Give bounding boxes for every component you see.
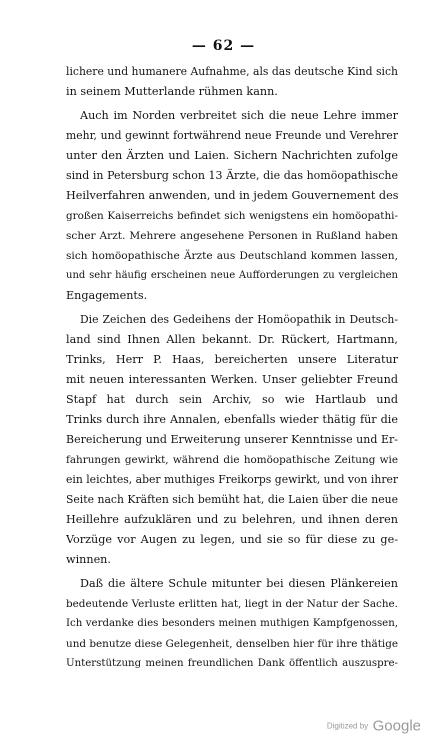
text-line: Heilverfahren anwenden, und in jedem Gouvernement des <box>66 189 398 202</box>
text-line: großen Kaiserreichs befindet sich wenigstens ein homöopathi- <box>66 210 398 222</box>
text-line: Trinks, Herr P. Haas, bereicherten unsere Literatur <box>66 353 398 366</box>
text-line: mehr, und gewinnt fortwährend neue Freunde und Verehrer <box>66 129 398 142</box>
text-line: sich homöopathische Ärzte aus Deutschland kommen lassen, <box>66 250 398 262</box>
text-line: Unterstützung meinen freundlichen Dank öffentlich auszuspre- <box>66 658 398 669</box>
text-line: Stapf hat durch sein Archiv, so wie Hartlaub und <box>66 393 398 406</box>
text-line: Trinks durch ihre Annalen, ebenfalls wieder thätig für die <box>66 413 398 426</box>
text-line: und sehr häufig erscheinen neue Aufforderungen zu vergleichen <box>66 270 398 281</box>
text-line: lichere und humanere Aufnahme, als das deutsche Kind sich <box>66 65 398 78</box>
text-line: Auch im Norden verbreitet sich die neue Lehre immer <box>80 109 398 122</box>
text-line: bedeutende Verluste erlitten hat, liegt in der Natur der Sache. <box>66 598 398 610</box>
watermark-prefix: Digitized by <box>326 721 369 731</box>
body-text <box>66 62 398 674</box>
text-line: Daß die ältere Schule mitunter bei diesen Plänkereien <box>80 577 398 590</box>
text-line: ein leichtes, aber muthiges Freikorps gewirkt, und von ihrer <box>66 473 398 486</box>
text-line: Heillehre aufzuklären und zu belehren, und ihnen deren <box>66 513 398 526</box>
text-line: Seite nach Kräften sich bemüht hat, die Laien über die neue <box>66 493 398 506</box>
page-number: — 62 — <box>191 38 256 54</box>
text-line: scher Arzt. Mehrere angesehene Personen in Rußland haben <box>66 230 398 242</box>
digitized-by-google-watermark <box>327 717 421 735</box>
text-line: unter den Ärzten und Laien. Sichern Nachrichten zufolge <box>66 149 398 162</box>
text-line: winnen. <box>66 553 111 566</box>
text-line: Ich verdanke dies besonders meinen muthigen Kampfgenossen, <box>66 618 398 629</box>
text-line: Vorzüge vor Augen zu legen, und sie so für diese zu ge- <box>66 533 398 546</box>
text-line: land sind Ihnen Allen bekannt. Dr. Rückert, Hartmann, <box>66 333 398 346</box>
text-line: Bereicherung und Erweiterung unserer Kenntnisse und Er- <box>66 433 398 446</box>
text-line: Die Zeichen des Gedeihens der Homöopathik in Deutsch- <box>80 313 398 326</box>
text-line: und benutze diese Gelegenheit, denselben hier für ihre thätige <box>66 638 398 650</box>
google-logo: Google <box>372 717 421 735</box>
text-line: fahrungen gewirkt, während die homöopathische Zeitung wie <box>66 454 398 466</box>
text-line: in seinem Mutterlande rühmen kann. <box>66 85 278 98</box>
text-line: Engagements. <box>66 289 148 302</box>
text-line: mit neuen interessanten Werken. Unser geliebter Freund <box>66 373 398 386</box>
text-line: sind in Petersburg schon 13 Ärzte, die das homöopathische <box>66 169 398 182</box>
